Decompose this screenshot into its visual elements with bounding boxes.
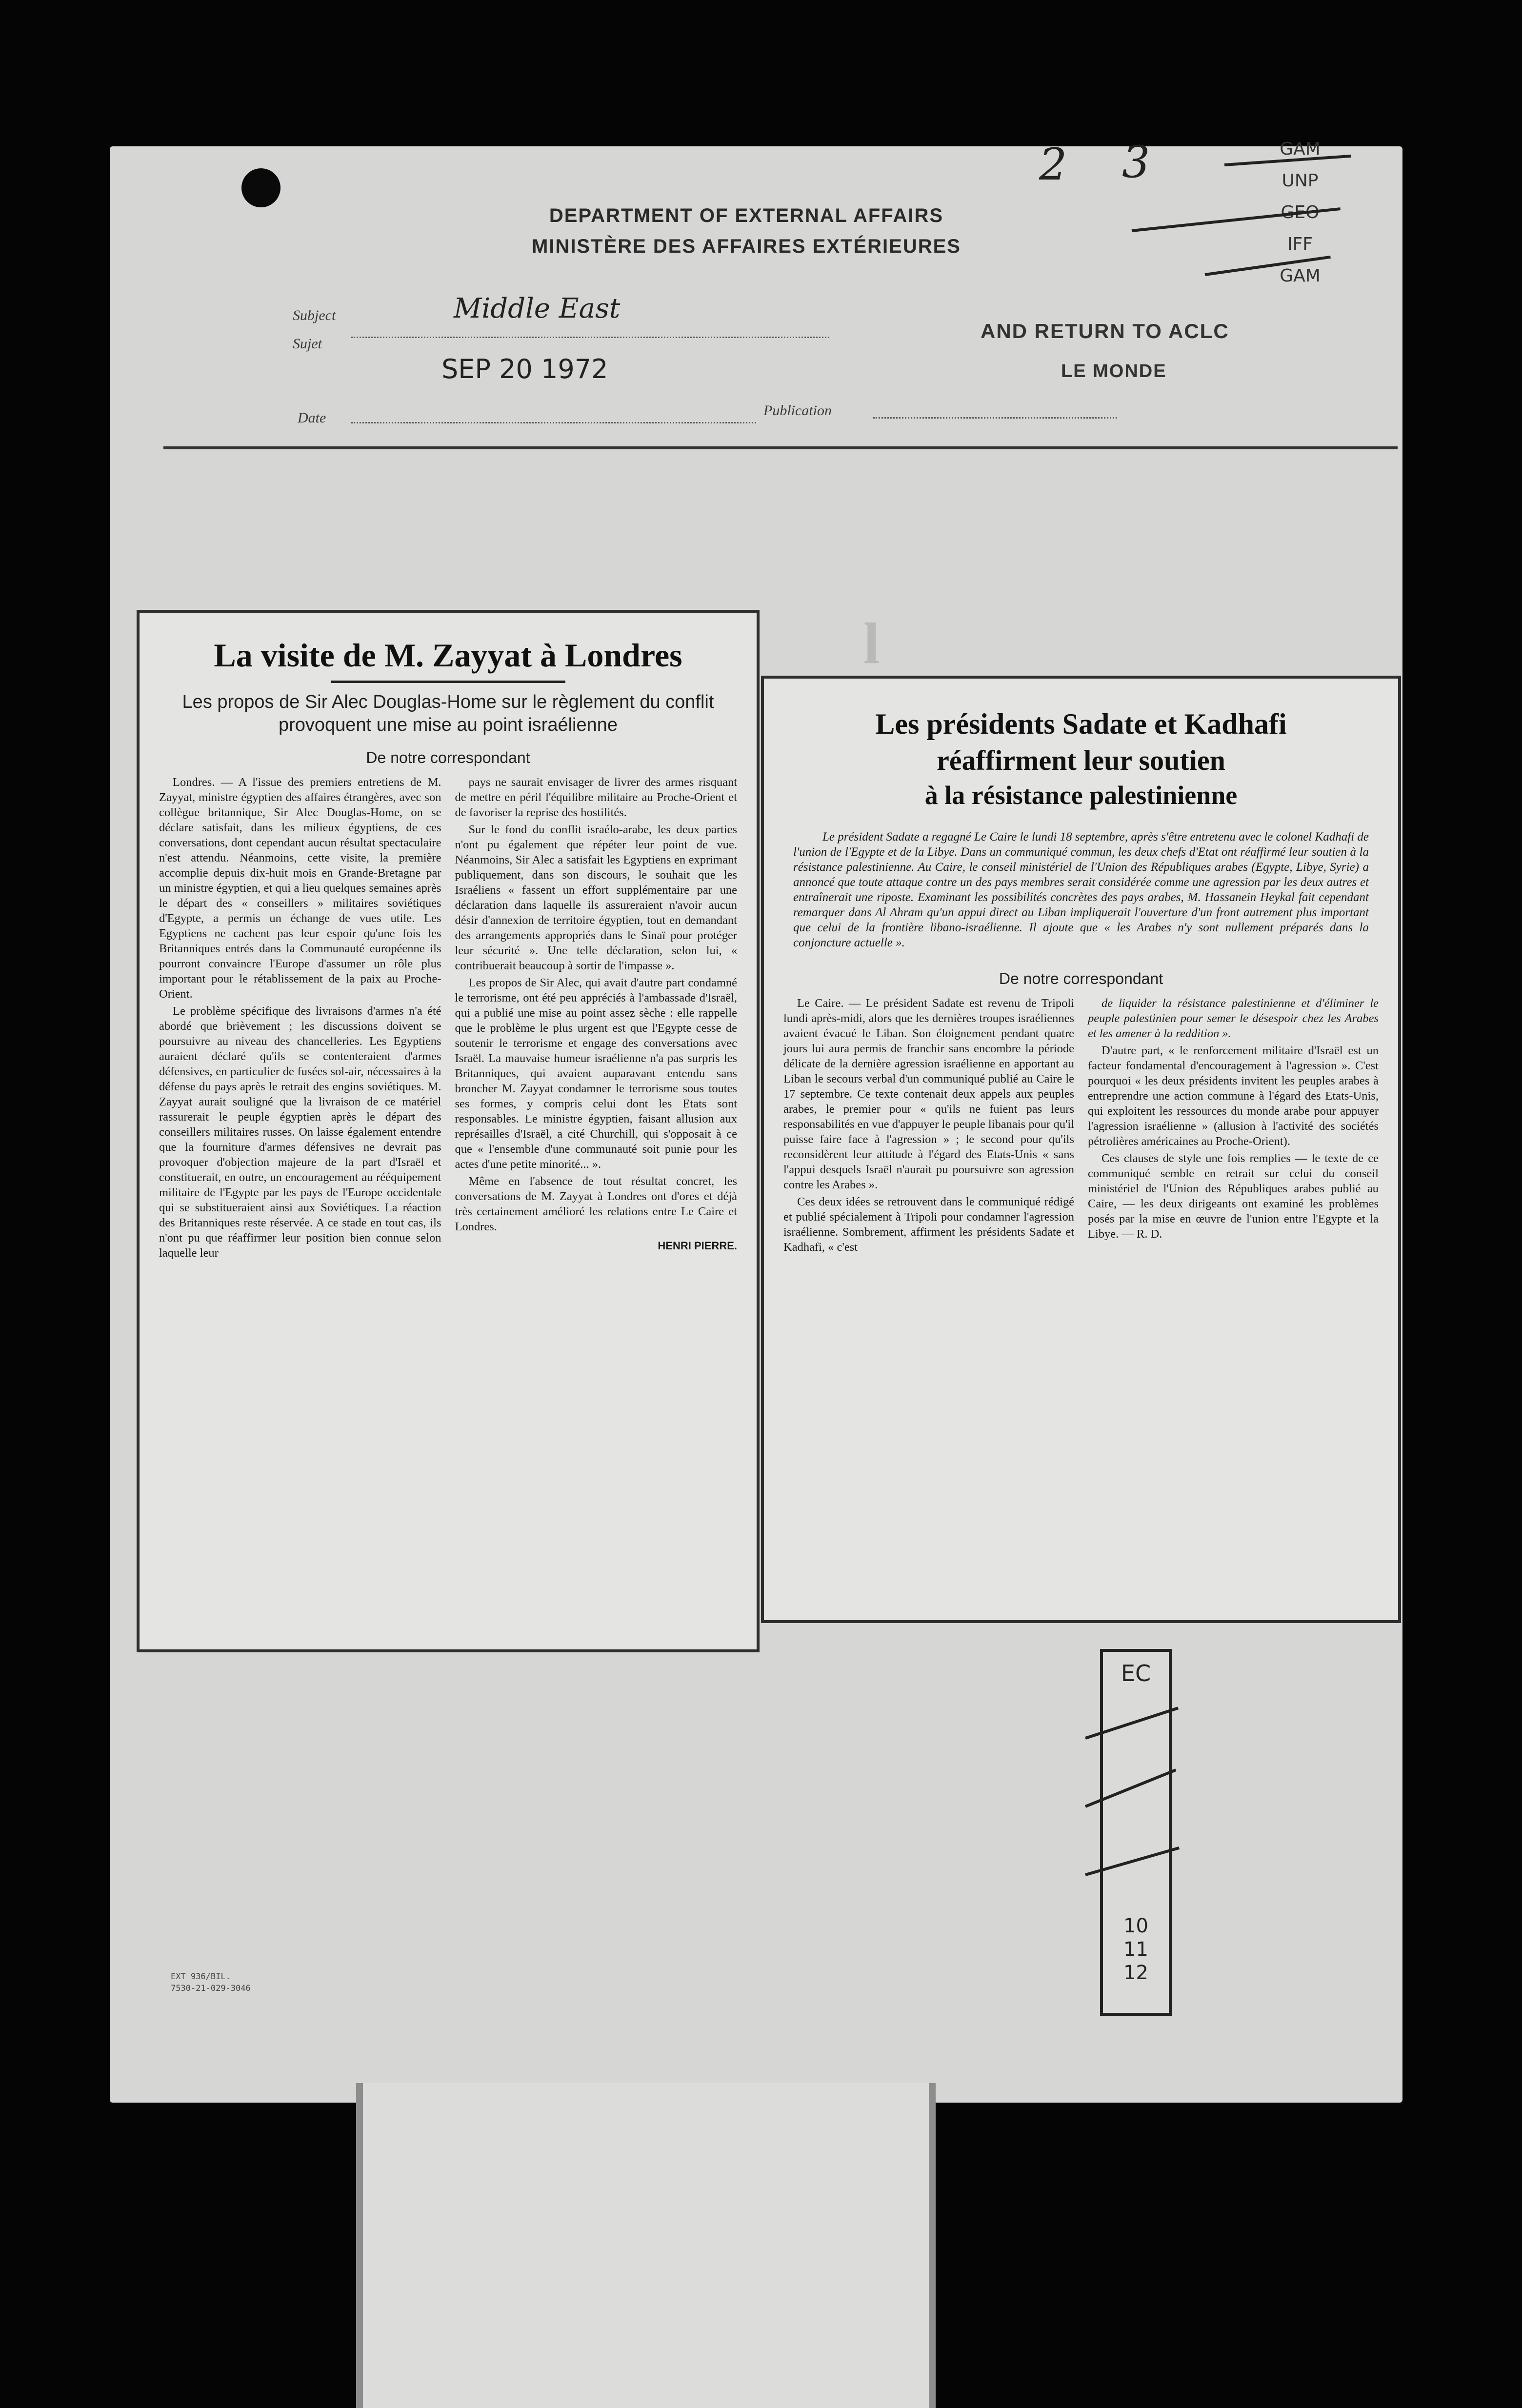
sujet-label: Sujet xyxy=(293,336,322,352)
routing-code: UNP xyxy=(1282,171,1319,191)
paragraph: Ces clauses de style une fois remplies — le texte de ce communiqué semble en retrait sur celui du conseil ministériel de l'Union des Républiques arabes publié au Caire, — les deux dirigeants ont examiné les problèmes posés par la mise en œuvre de l'union entre l'Egypte et la Libye. — R. D. xyxy=(1088,1152,1379,1241)
paragraph: Le problème spécifique des livraisons d'armes n'a été abordé que brièvement ; les discussions doivent se poursuivre au niveau des chancelleries. Les Egyptiens auraient déclaré qu'ils se contenteraient d'armes défensives, en particulier de fusées sol-air, nécessaires à la défense du pays après le retrait des engins soviétiques. M. Zayyat aurait souligné que la livraison de ce matériel rassurerait le peuple égyptien après le départ des conseillers militaires russes. On laisse également entendre que la fourniture d'armes défensives ne devrait pas provoquer d'objection majeure de la part d'Israël et constituerait, en outre, un encouragement au rééquipement militaire de l'Egypte par les pays de l'Europe occidentale qui se substitueraient ainsi aux Soviétiques. La réaction des Britanniques reste réservée. A ce stade en tout cas, ils n'ont pu que réaffirmer leur position bien connue selon laquelle leur xyxy=(159,1004,441,1260)
lede-paragraph: Le président Sadate a regagné Le Caire le lundi 18 septembre, après s'être entretenu avec le colonel Kadhafi de l'union de l'Egypte et de la Libye. Dans un communiqué commun, les deux chefs d'Etat ont réaffirmé leur soutien à la résistance palestinienne. Au Caire, le conseil ministériel de l'Union des Républiques arabes (Egypte, Libye, Syrie) a annoncé que toute attaque contre un des pays membres serait considérée comme une agression par les deux autres et entraînerait une riposte. Examinant les possibilités concrètes des pays arabes, M. Hassanein Heykal fait cependant remarquer dans Al Ahram qu'un appui direct au Liban impliquerait l'ouverture d'un front autrement plus important que celui de la frontière libano-israélienne. Il ajoute que « les Arabes n'y sont nullement préparés dans la conjoncture actuelle ». xyxy=(793,830,1369,950)
publication-stamp: LE MONDE xyxy=(1061,361,1167,381)
correspondent-line: De notre correspondant xyxy=(366,748,530,766)
publication-label: Publication xyxy=(763,402,832,419)
headline-rule xyxy=(331,681,565,683)
paragraph: Londres. — A l'issue des premiers entretiens de M. Zayyat, ministre égyptien des affaires étrangères, avec son collègue britannique, Sir Alec Douglas-Home, on se déclare satisfait, dans les milieux égyptiens, de ces conversations, dont cependant aucun résultat spectaculaire n'est attendu. Néanmoins, cette visite, la première accomplie depuis dix-huit mois en Grande-Bretagne par un ministre égyptien, et qui a lieu quelques semaines après le départ des « conseillers » militaires soviétiques d'Egypte, a permis un échange de vues utile. Les Egyptiens ne cachent pas leur espoir qu'une fois les Britanniques entrés dans la Communauté européenne ils pourront convaincre l'Europe d'assumer un rôle plus important pour le rétablissement de la paix au Proche-Orient. xyxy=(159,775,441,1001)
article-column-1 xyxy=(159,775,441,1263)
header-rule xyxy=(163,446,1398,449)
form-code-line: 7530-21-029-3046 xyxy=(171,1984,251,1993)
date-stamp: SEP 20 1972 xyxy=(441,354,608,384)
routing-code: GAM xyxy=(1280,266,1321,286)
article-subheadline: Les propos de Sir Alec Douglas-Home sur le règlement du conflit provoquent une mise au point israélienne xyxy=(182,691,714,736)
article-lede xyxy=(774,829,1388,950)
article-column-1 xyxy=(783,996,1074,1257)
subject-label: Subject xyxy=(293,307,336,323)
publication-line xyxy=(873,417,1117,419)
routing-code: IFF xyxy=(1287,234,1313,254)
article-headline: La visite de M. Zayyat à Londres xyxy=(214,637,682,674)
paragraph: Les propos de Sir Alec, qui avait d'autre part condamné le terrorisme, ont été peu appréciés à l'ambassade d'Israël, qui a publié une mise au point assez sèche : elle rappelle que le problème le plus urgent est que l'Egypte cesse de soutenir le terrorisme et engage des conversations avec Israël. La mauvaise humeur israélienne n'a pas surpris les Britanniques, qui avaient auparavant entendu sans broncher M. Zayyat condamner le terrorisme sous toutes ses formes, y compris celui dont les Etats sont responsables. Le ministre égyptien, faisant allusion aux représailles d'Israël, a cité Churchill, qui s'opposait à ce que « l'ensemble d'une communauté soit punie pour les actes d'une petite minorité... ». xyxy=(455,976,737,1171)
bleed-through-text: l xyxy=(863,611,880,676)
date-label: Date xyxy=(298,410,326,426)
subject-handwritten: Middle East xyxy=(454,293,621,324)
correspondent-line: De notre correspondant xyxy=(999,970,1163,988)
routing-code: GAM xyxy=(1280,139,1321,159)
article-column-2 xyxy=(1088,996,1379,1257)
subject-line xyxy=(351,337,829,338)
department-name-en: DEPARTMENT OF EXTERNAL AFFAIRS xyxy=(549,205,944,226)
form-code-line: EXT 936/BIL. xyxy=(171,1972,231,1982)
paper-tab xyxy=(356,2083,936,2408)
article-column-2 xyxy=(455,775,738,1263)
file-box-number: 12 xyxy=(1123,1962,1148,1984)
paragraph: de liquider la résistance palestinienne et d'éliminer le peuple palestinien pour semer le désespoir chez les Arabes et les amener à la reddition ». xyxy=(1088,997,1379,1041)
article-headline-line2: réaffirment leur soutien xyxy=(937,744,1225,776)
routing-number-1: 2 xyxy=(1039,139,1067,190)
news-clipping-zayyat xyxy=(137,610,760,1652)
paragraph: D'autre part, « le renforcement militaire d'Israël est un facteur fondamental d'encouragement à l'agression ». C'est pourquoi « les deux présidents invitent les peuples arabes à entreprendre une action commune à l'égard des Etats-Unis, qui exploitent les ressources du monde arabe pour appuyer l'agression israélienne » (allusion à l'activité des sociétés pétrolières américaines au Proche-Orient). xyxy=(1088,1044,1379,1148)
article-headline-line1: Les présidents Sadate et Kadhafi xyxy=(875,708,1287,740)
paragraph: Même en l'absence de tout résultat concret, les conversations de M. Zayyat à Londres ont d'ores et déjà très certainement amélioré les relations entre Le Caire et Londres. xyxy=(455,1174,737,1233)
article-headline-line3: à la résistance palestinienne xyxy=(924,780,1238,810)
paragraph: Sur le fond du conflit israélo-arabe, les deux parties n'ont pu également que répéter leur point de vue. Néanmoins, Sir Alec a satisfait les Egyptiens en exprimant publiquement, dans son discours, le souhait que les Israéliens « fassent un effort supplémentaire par une déclaration dans laquelle ils assureraient n'avoir aucun désir d'annexion de territoire égyptien, tout en demandant des arrangements appropriés dans le Sinaï pour protéger leur sécurité ». Une telle déclaration, selon lui, « contribuerait beaucoup à sortir de l'impasse ». xyxy=(455,823,737,972)
date-line xyxy=(351,422,756,423)
author-signature: HENRI PIERRE. xyxy=(658,1239,737,1252)
file-box-label: EC xyxy=(1121,1660,1151,1686)
paragraph: Le Caire. — Le président Sadate est revenu de Tripoli lundi après-midi, alors que les dernières troupes israéliennes avaient évacué le Liban. Son éloignement pendant quatre jours lui aura permis de franchir sans encombre la période délicate de la dernière agression israélienne en apportant au Liban le secours verbal d'un communiqué publié au Caire le 17 septembre. Ce texte contenait deux appels aux peuples arabes, le premier pour « qu'ils ne fuient pas leurs responsabilités en vue d'appuyer le peuple libanais pour qu'il puisse faire face à l'agression » ; le second pour qu'ils reconsidèrent leur attitude à l'égard des Etats-Unis « sans l'appui desquels Israël n'aurait pu poursuivre son agression contre les Arabes ». xyxy=(783,997,1074,1192)
file-box-number: 11 xyxy=(1123,1938,1148,1961)
routing-code: GEO xyxy=(1281,202,1320,222)
department-name-fr: MINISTÈRE DES AFFAIRES EXTÉRIEURES xyxy=(532,236,961,257)
routing-number-2: 3 xyxy=(1122,137,1150,188)
file-box-crossed-area xyxy=(1103,1685,1169,1914)
punch-hole xyxy=(241,168,280,207)
file-box-number: 10 xyxy=(1123,1915,1148,1937)
form-code xyxy=(171,1971,251,1994)
return-stamp: AND RETURN TO ACLC xyxy=(981,320,1229,342)
news-clipping-sadate-kadhafi xyxy=(761,676,1401,1623)
paragraph: Ces deux idées se retrouvent dans le communiqué rédigé et publié spécialement à Tripoli pour condamner l'agression israélienne. Sombrement, affirment les présidents Sadate et Kadhafi, « c'est xyxy=(783,1195,1074,1254)
paragraph: pays ne saurait envisager de livrer des armes risquant de mettre en péril l'équilibre militaire au Proche-Orient et de favoriser la reprise des hostilités. xyxy=(455,775,737,819)
department-heading xyxy=(527,205,966,266)
file-number-box xyxy=(1100,1649,1172,2016)
